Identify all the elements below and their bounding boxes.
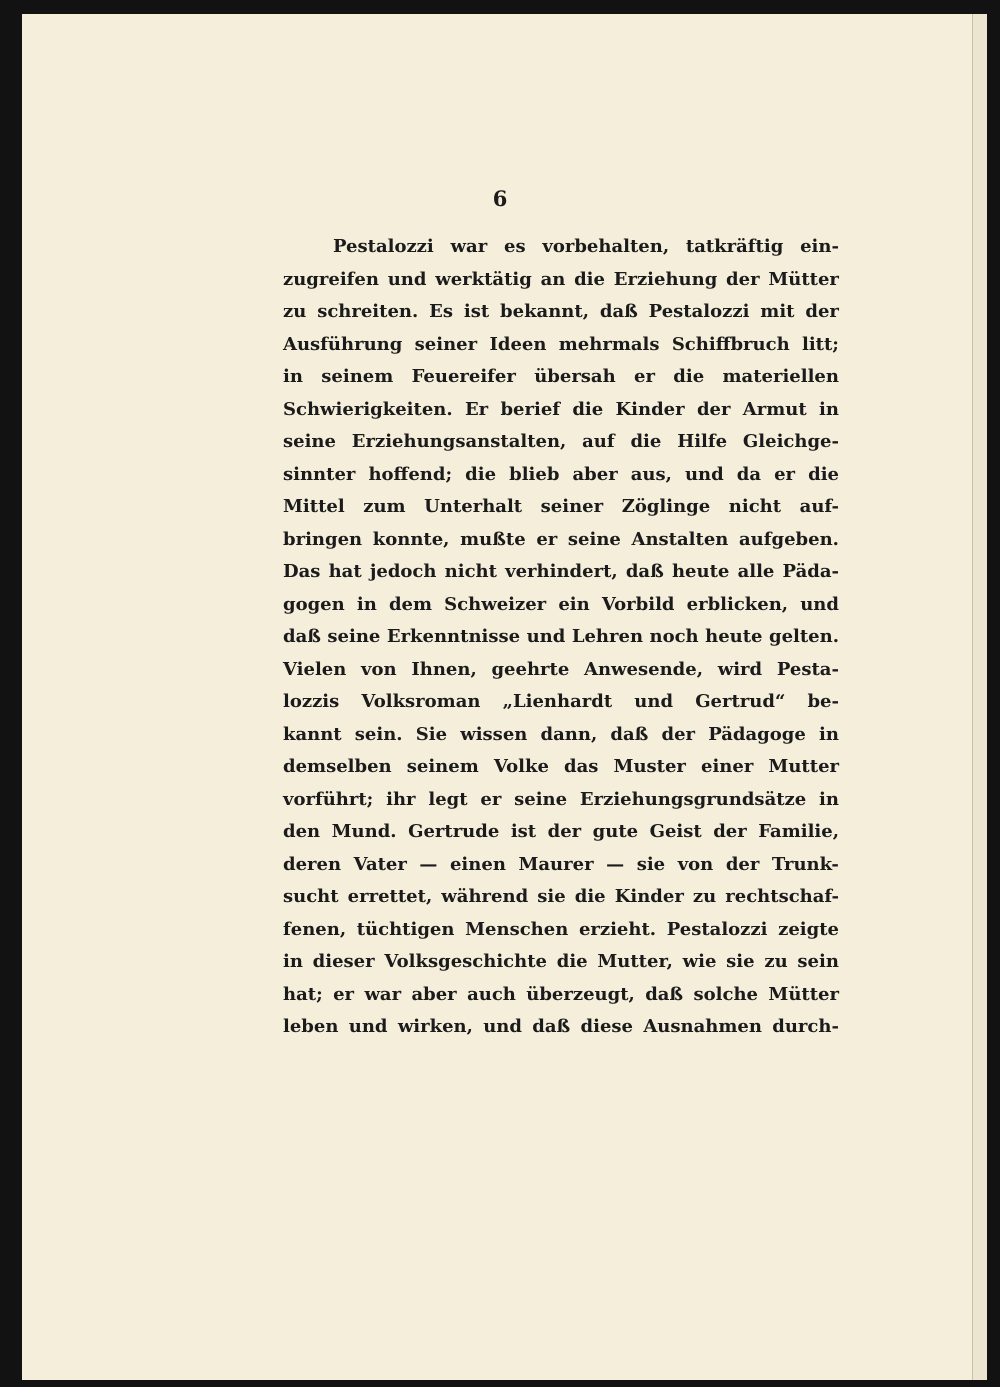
text-line [283,524,839,557]
word: vorführt; [283,788,374,810]
word: er [480,788,502,810]
word: ist [463,301,490,322]
word: ein [558,593,590,615]
text-line [283,1011,839,1044]
word: in [283,951,303,972]
word: sie [636,853,666,875]
word: den [283,821,321,842]
word: heute [671,561,730,582]
word: Das [283,561,321,582]
word: gelten. [768,626,839,647]
word: Erziehungsanstalten, [351,431,567,452]
word: wie [682,951,717,972]
word: konnte, [372,528,450,550]
word: Geist [649,821,702,842]
word: erblicken, [686,593,789,615]
word: ihr [386,788,416,810]
text-line [283,231,839,264]
word: auf [582,431,615,452]
word: mußte [460,528,526,550]
word: Erkenntnisse [386,626,521,647]
word: Gertrud“ [695,691,786,712]
word: seine [514,788,568,810]
word: Pädagoge [708,723,806,745]
word: seiner [414,333,478,355]
word: sie [537,886,566,907]
word: rechtschaf- [725,886,839,907]
word: und [684,463,724,485]
text-line [283,654,839,687]
word: von [677,853,714,875]
word: auf- [799,496,839,517]
word: Es [429,301,453,322]
word: sein [797,951,839,972]
word: Sie [415,723,448,745]
word: einer [701,756,754,777]
word: Volke [493,756,549,777]
word: wissen [460,723,528,745]
word: Gertrude [408,821,500,842]
word: zum [363,496,406,517]
word: und [348,1016,388,1037]
text-line [283,589,839,622]
word: gogen [283,593,345,615]
word: materiellen [722,366,839,387]
word: „Lienhardt [502,691,613,712]
word: Mutter [768,756,839,777]
word: seinem [406,756,479,777]
word: die [556,951,588,972]
word: sinnter [283,463,356,485]
word: war [364,983,402,1005]
text-line [283,784,839,817]
text-line [283,946,839,979]
page-edge [972,14,987,1380]
word: Schweizer [444,593,547,615]
word: Unterhalt [424,496,523,517]
word: der [696,398,731,420]
word: sucht [283,886,339,907]
word: daß [645,983,684,1005]
word: und [387,268,427,290]
word: der [805,301,839,322]
text-line [283,394,839,427]
word: nicht [444,561,497,582]
word: da [736,463,762,485]
word: in [819,788,839,810]
word: Ausnahmen [643,1016,762,1037]
word: die [572,398,604,420]
text-line [283,264,839,297]
word: Menschen [465,918,569,940]
word: nicht [728,496,782,517]
word: — [419,853,438,875]
word: er [333,983,355,1005]
word: daß [610,723,649,745]
word: daß [283,626,321,647]
word: Erziehung [613,268,718,290]
word: mit [760,301,795,322]
word: an [540,268,566,290]
text-line [283,719,839,752]
text-line [283,459,839,492]
word: jedoch [369,561,437,582]
word: seine [283,431,336,452]
word: leben [283,1016,339,1037]
word: Volksgeschichte [384,951,547,972]
word: zeigte [778,918,839,940]
word: tüchtigen [356,918,455,940]
word: Gleichge- [742,431,839,452]
word: fenen, [283,918,347,940]
word: seinem [321,366,394,387]
word: Pestalozzi [333,236,434,257]
word: hoffend; [368,463,453,485]
word: zu [764,951,788,972]
word: blieb [509,463,560,485]
text-line [283,686,839,719]
word: Lehren [571,626,644,647]
word: Armut [742,398,807,420]
text-line [283,816,839,849]
word: legt [428,788,468,810]
word: Feuereifer [411,366,516,387]
word: in [356,593,377,615]
word: auch [467,983,516,1005]
word: er [774,463,796,485]
word: Vorbild [601,593,675,615]
word: Volksroman [361,691,481,712]
word: Hilfe [677,431,728,452]
word: seiner [540,496,604,517]
word: geehrte [491,658,570,680]
word: daß [625,561,664,582]
word: Pesta- [776,658,839,680]
word: werktätig [435,268,532,290]
word: diese [580,1016,634,1037]
word: erzieht. [578,918,657,940]
word: Pestalozzi [648,301,750,322]
word: dem [388,593,433,615]
word: der [713,821,747,842]
word: zu [692,886,717,907]
word: Schiffbruch [671,333,790,355]
text-line [283,751,839,784]
word: Trunk- [771,853,839,875]
word: in [818,723,839,745]
word: litt; [802,333,839,355]
word: Mutter, [597,951,673,972]
word: der [726,268,760,290]
word: der [725,853,760,875]
word: er [536,528,558,550]
word: wird [717,658,763,680]
word: seine [567,528,621,550]
text-line [283,491,839,524]
word: heute [705,626,763,647]
text-line [283,881,839,914]
word: ein- [800,236,839,257]
page-number: 6 [492,186,508,211]
word: verhindert, [505,561,618,582]
word: Kinder [615,398,685,420]
word: und [634,691,674,712]
word: durch- [772,1016,839,1037]
word: dieser [312,951,375,972]
text-line [283,979,839,1012]
word: Mütter [768,983,839,1005]
word: deren [283,853,342,875]
word: Ihnen, [411,658,477,680]
word: Anwesende, [584,658,703,680]
word: wirken, [397,1016,473,1037]
word: aus, [630,463,672,485]
word: lozzis [283,691,340,712]
word: die [574,886,606,907]
text-line [283,426,839,459]
word: Mund. [331,821,397,842]
word: Mütter [768,268,839,290]
word: die [673,366,705,387]
word: Vater [353,853,407,875]
word: und [483,1016,522,1037]
word: alle [737,561,775,582]
word: Zöglinge [621,496,711,517]
word: übersah [534,366,616,387]
word: seine [327,626,381,647]
word: Vielen [283,658,347,680]
word: die [574,268,605,290]
word: daß [532,1016,571,1037]
word: noch [649,626,699,647]
text-line [283,556,839,589]
word: sein. [354,723,403,745]
word: zugreifen [283,268,379,290]
word: tatkräftig [685,236,784,257]
word: — [606,853,625,875]
text-line [283,621,839,654]
word: Maurer [518,853,594,875]
word: Schwierigkeiten. [283,398,453,420]
word: berief [500,398,561,420]
word: das [564,756,599,777]
word: vorbehalten, [542,236,670,257]
word: be- [807,691,839,712]
word: aber [572,463,618,485]
word: Muster [613,756,686,777]
word: Anstalten [631,528,729,550]
word: zu [283,301,307,322]
word: in [819,398,839,420]
word: hat; [283,983,323,1005]
word: war [450,236,488,257]
word: überzeugt, [526,983,635,1005]
word: sie [726,951,755,972]
word: während [441,886,529,907]
word: Pestalozzi [666,918,768,940]
word: solche [693,983,758,1005]
word: hat [328,561,362,582]
word: daß [599,301,638,322]
word: in [283,366,303,387]
word: er [634,366,655,387]
word: Ideen [489,333,547,355]
text-line [283,849,839,882]
text-line [283,914,839,947]
text-line [283,361,839,394]
word: errettet, [347,886,433,907]
word: aufgeben. [739,528,839,550]
word: aber [411,983,457,1005]
word: von [361,658,397,680]
word: bringen [283,528,363,550]
word: schreiten. [317,301,419,322]
word: und [526,626,566,647]
word: Erziehungsgrundsätze [579,788,807,810]
word: die [465,463,497,485]
text-line [283,329,839,362]
word: Er [464,398,489,420]
word: der [661,723,696,745]
word: dann, [540,723,598,745]
word: bekannt, [500,301,589,322]
word: demselben [283,756,392,777]
word: einen [449,853,506,875]
word: Päda- [782,561,839,582]
word: ist [510,821,537,842]
word: und [800,593,839,615]
word: der [547,821,582,842]
word: Kinder [614,886,684,907]
word: Ausführung [283,333,403,355]
word: kannt [283,723,342,745]
body-paragraph [283,231,839,1044]
word: die [808,463,839,485]
word: gute [592,821,639,842]
word: mehrmals [558,333,660,355]
word: Familie, [758,821,839,842]
word: es [504,236,526,257]
word: die [630,431,662,452]
text-line [283,296,839,329]
word: Mittel [283,496,345,517]
